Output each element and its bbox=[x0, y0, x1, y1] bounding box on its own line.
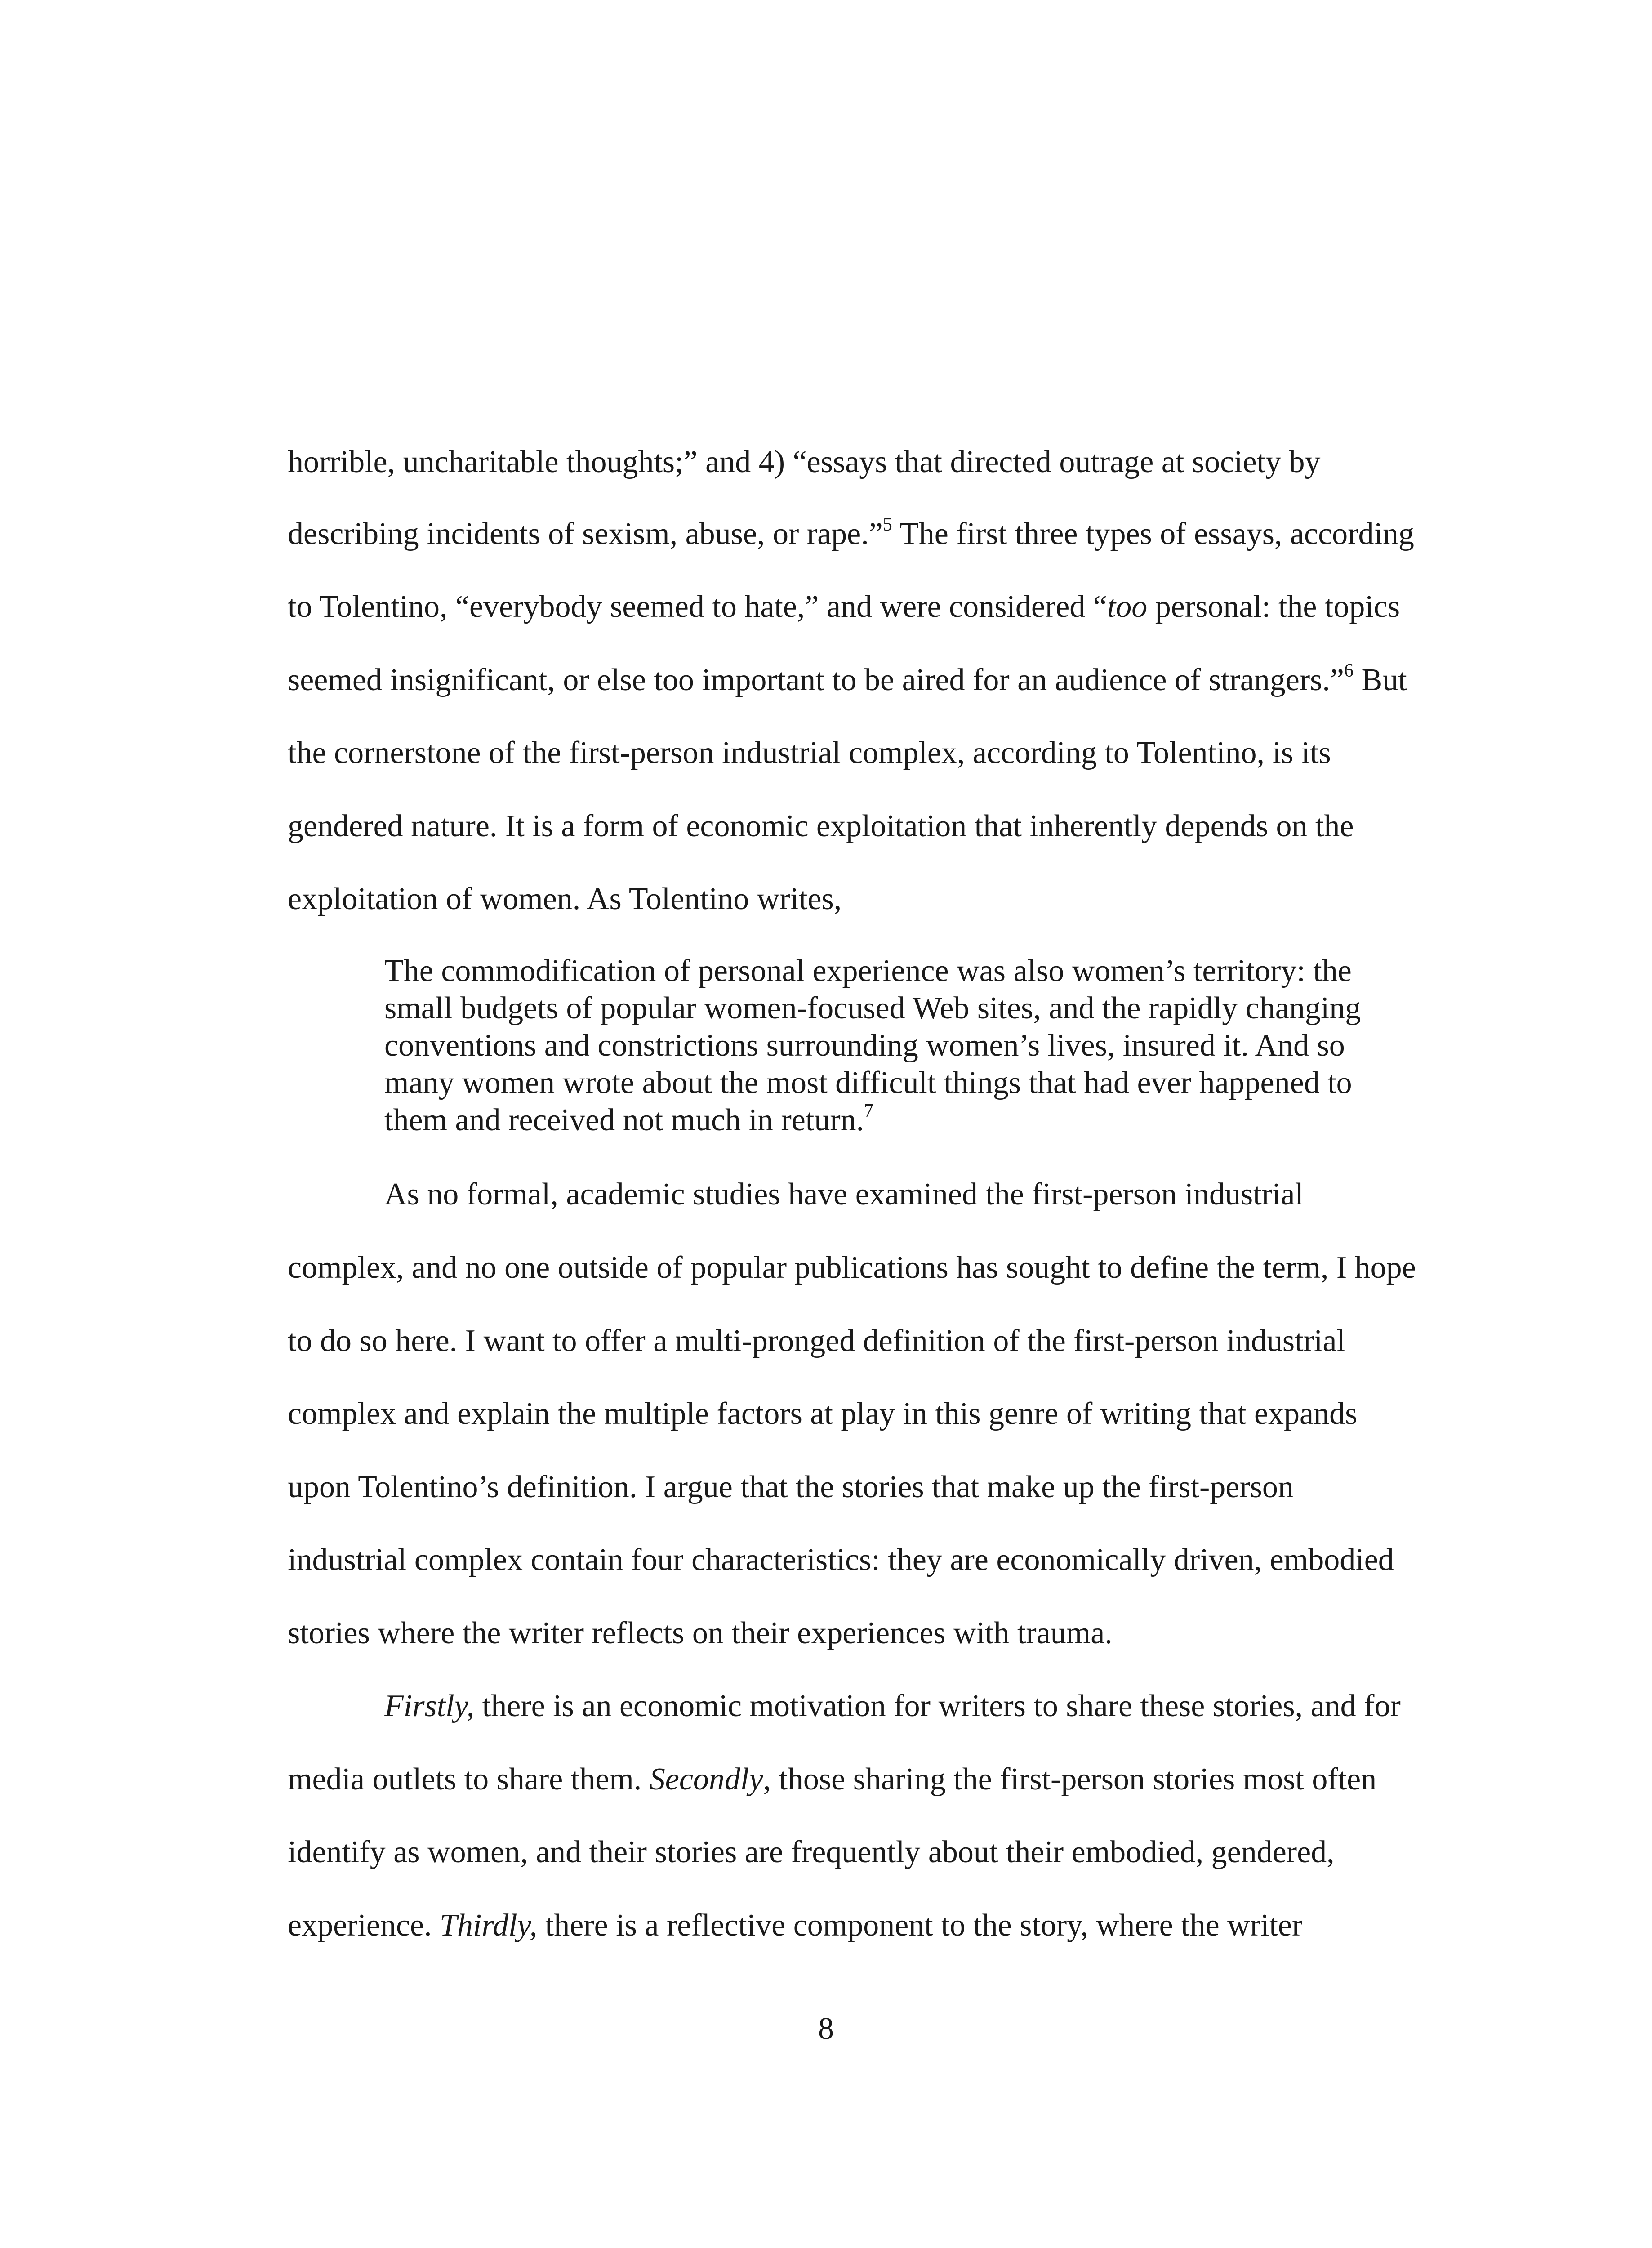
body-line bbox=[288, 811, 1354, 842]
quote-line bbox=[384, 1067, 1352, 1099]
body-line bbox=[288, 1398, 1357, 1430]
text-span: there is an economic motivation for writers to share these stories, and for bbox=[474, 1689, 1401, 1723]
body-line bbox=[384, 1690, 1401, 1722]
text-span: to do so here. I want to offer a multi-pronged definition of the first-person industrial bbox=[288, 1324, 1345, 1358]
text-span: exploitation of women. As Tolentino writes, bbox=[288, 882, 842, 916]
text-span: stories where the writer reflects on their experiences with trauma. bbox=[288, 1616, 1113, 1650]
text-span: there is a reflective component to the story, where the writer bbox=[537, 1908, 1303, 1943]
text-span: horrible, uncharitable thoughts;” and 4) “essays that directed outrage at society by bbox=[288, 445, 1321, 479]
text-span: seemed insignificant, or else too important to be aired for an audience of strangers.” bbox=[288, 663, 1344, 697]
footnote-ref: 7 bbox=[864, 1100, 874, 1121]
body-line bbox=[288, 660, 1407, 697]
text-span: them and received not much in return. bbox=[384, 1103, 864, 1137]
body-line bbox=[384, 1179, 1304, 1210]
italic-text: too bbox=[1107, 589, 1148, 624]
text-span: upon Tolentino’s definition. I argue that the stories that make up the first-person bbox=[288, 1470, 1294, 1504]
italic-text: Firstly, bbox=[384, 1689, 475, 1723]
body-line bbox=[288, 883, 842, 915]
text-span: the cornerstone of the first-person industrial complex, according to Tolentino, is its bbox=[288, 736, 1331, 770]
body-line bbox=[288, 514, 1414, 551]
text-span: media outlets to share them. bbox=[288, 1762, 650, 1797]
body-line bbox=[288, 1544, 1394, 1576]
text-span: to Tolentino, “everybody seemed to hate,” and were considered “ bbox=[288, 589, 1107, 624]
body-line bbox=[288, 1252, 1416, 1284]
body-line bbox=[288, 1837, 1335, 1868]
body-line bbox=[288, 591, 1400, 623]
quote-line bbox=[384, 1100, 874, 1137]
text-span: personal: the topics bbox=[1147, 589, 1400, 624]
quote-line bbox=[384, 1030, 1345, 1062]
text-span: , those sharing the first-person stories most often bbox=[763, 1762, 1377, 1797]
quote-line bbox=[384, 955, 1352, 987]
text-span: many women wrote about the most difficult things that had ever happened to bbox=[384, 1066, 1352, 1100]
text-span: describing incidents of sexism, abuse, or rape.” bbox=[288, 517, 883, 551]
body-line bbox=[288, 737, 1331, 769]
text-span: But bbox=[1354, 663, 1407, 697]
text-span: complex and explain the multiple factors at play in this genre of writing that expands bbox=[288, 1396, 1358, 1431]
text-span: The commodification of personal experience was also women’s territory: the bbox=[384, 954, 1352, 988]
italic-text: Thirdly, bbox=[440, 1908, 538, 1943]
text-span: industrial complex contain four characteristics: they are economically driven, embodied bbox=[288, 1543, 1394, 1577]
body-line bbox=[288, 1910, 1302, 1941]
body-line bbox=[288, 1618, 1113, 1649]
footnote-ref: 6 bbox=[1344, 660, 1354, 681]
text-span: The first three types of essays, according bbox=[892, 517, 1414, 551]
text-span: As no formal, academic studies have examined the first-person industrial bbox=[384, 1177, 1304, 1212]
text-span: gendered nature. It is a form of economic exploitation that inherently depends on the bbox=[288, 809, 1354, 843]
body-line bbox=[288, 446, 1321, 478]
footnote-ref: 5 bbox=[882, 514, 892, 535]
italic-text: Secondly bbox=[649, 1762, 763, 1797]
text-span: experience. bbox=[288, 1908, 440, 1943]
body-line bbox=[288, 1472, 1294, 1503]
body-line bbox=[288, 1325, 1345, 1357]
text-span: conventions and constrictions surrounding women’s lives, insured it. And so bbox=[384, 1028, 1345, 1063]
page-number: 8 bbox=[818, 2012, 834, 2046]
text-span: complex, and no one outside of popular publications has sought to define the term, I hope bbox=[288, 1250, 1416, 1285]
text-span: small budgets of popular women-focused Web sites, and the rapidly changing bbox=[384, 991, 1361, 1026]
text-span: identify as women, and their stories are frequently about their embodied, gendered, bbox=[288, 1835, 1335, 1869]
quote-line bbox=[384, 993, 1361, 1024]
body-line bbox=[288, 1764, 1376, 1795]
